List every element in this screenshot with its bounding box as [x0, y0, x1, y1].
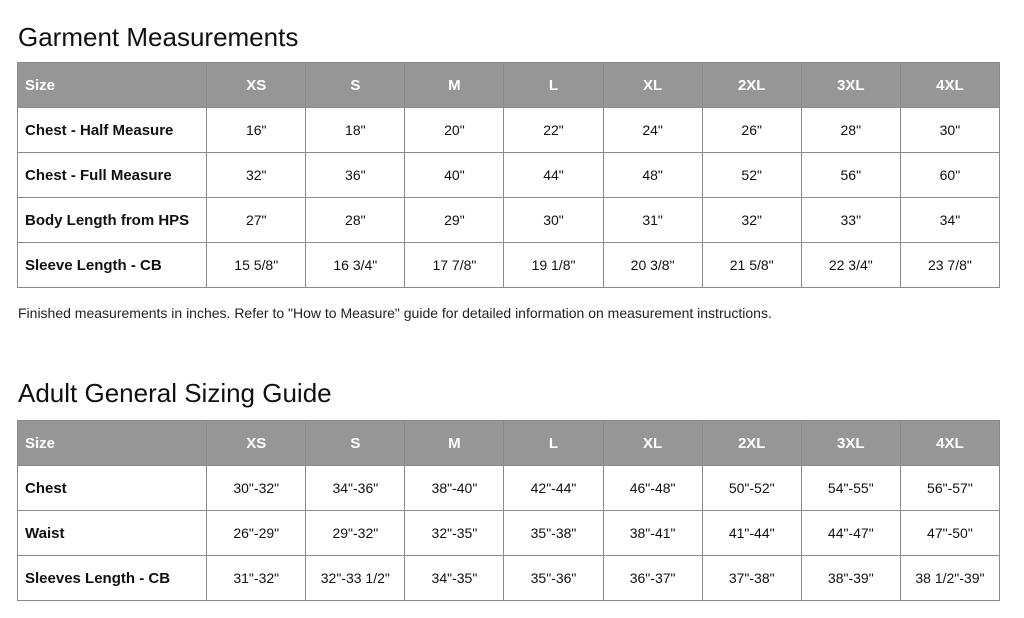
header-cell: Size — [18, 63, 207, 108]
table-cell: 30"-32" — [207, 466, 306, 511]
table-cell: 23 7/8" — [900, 243, 999, 288]
header-cell: XS — [207, 63, 306, 108]
table-cell: 27" — [207, 198, 306, 243]
table-cell: 36"-37" — [603, 556, 702, 601]
table-cell: 30" — [900, 108, 999, 153]
table-cell: 36" — [306, 153, 405, 198]
table-cell: 34"-35" — [405, 556, 504, 601]
table-cell: 41"-44" — [702, 511, 801, 556]
header-cell: M — [405, 421, 504, 466]
table-cell: 56"-57" — [900, 466, 999, 511]
row-label: Chest - Half Measure — [18, 108, 207, 153]
table-row — [18, 108, 1000, 153]
table-cell: 54"-55" — [801, 466, 900, 511]
header-cell: M — [405, 63, 504, 108]
table-cell: 34" — [900, 198, 999, 243]
table-row — [18, 243, 1000, 288]
table-cell: 28" — [306, 198, 405, 243]
table-cell: 30" — [504, 198, 603, 243]
table-cell: 24" — [603, 108, 702, 153]
table-cell: 15 5/8" — [207, 243, 306, 288]
table-cell: 47"-50" — [900, 511, 999, 556]
measurement-note: Finished measurements in inches. Refer to "How to Measure" guide for detailed information on measurement instructions. — [18, 305, 772, 321]
table-cell: 38"-41" — [603, 511, 702, 556]
table-cell: 38"-39" — [801, 556, 900, 601]
table-cell: 32"-35" — [405, 511, 504, 556]
table-cell: 34"-36" — [306, 466, 405, 511]
table-row — [18, 153, 1000, 198]
header-cell: S — [306, 63, 405, 108]
table-cell: 42"-44" — [504, 466, 603, 511]
table-cell: 38 1/2"-39" — [900, 556, 999, 601]
table-cell: 44" — [504, 153, 603, 198]
header-cell: XS — [207, 421, 306, 466]
header-cell: L — [504, 63, 603, 108]
table-cell: 19 1/8" — [504, 243, 603, 288]
table-cell: 29"-32" — [306, 511, 405, 556]
header-cell: XL — [603, 421, 702, 466]
table-cell: 31" — [603, 198, 702, 243]
table-cell: 17 7/8" — [405, 243, 504, 288]
table-cell: 28" — [801, 108, 900, 153]
table-cell: 38"-40" — [405, 466, 504, 511]
table-cell: 37"-38" — [702, 556, 801, 601]
header-cell: 4XL — [900, 421, 999, 466]
table-cell: 26" — [702, 108, 801, 153]
table-cell: 20 3/8" — [603, 243, 702, 288]
table-row — [18, 511, 1000, 556]
table-cell: 33" — [801, 198, 900, 243]
table-cell: 20" — [405, 108, 504, 153]
table-cell: 35"-38" — [504, 511, 603, 556]
header-cell: Size — [18, 421, 207, 466]
table-cell: 22 3/4" — [801, 243, 900, 288]
table-row — [18, 556, 1000, 601]
table-cell: 32"-33 1/2" — [306, 556, 405, 601]
table-row — [18, 466, 1000, 511]
table-cell: 40" — [405, 153, 504, 198]
adult-sizing-guide-table — [17, 420, 1000, 601]
row-label: Chest - Full Measure — [18, 153, 207, 198]
header-cell: XL — [603, 63, 702, 108]
header-cell: 3XL — [801, 421, 900, 466]
table-cell: 50"-52" — [702, 466, 801, 511]
garment-measurements-table — [17, 62, 1000, 288]
table-cell: 35"-36" — [504, 556, 603, 601]
table-cell: 48" — [603, 153, 702, 198]
table-cell: 56" — [801, 153, 900, 198]
header-cell: L — [504, 421, 603, 466]
header-cell: 2XL — [702, 63, 801, 108]
row-label: Body Length from HPS — [18, 198, 207, 243]
header-cell: 4XL — [900, 63, 999, 108]
table-cell: 16 3/4" — [306, 243, 405, 288]
table-row — [18, 198, 1000, 243]
adult-sizing-guide-title: Adult General Sizing Guide — [18, 378, 332, 408]
header-cell: 2XL — [702, 421, 801, 466]
table-cell: 22" — [504, 108, 603, 153]
header-cell: S — [306, 421, 405, 466]
table-cell: 52" — [702, 153, 801, 198]
table-cell: 44"-47" — [801, 511, 900, 556]
row-label: Sleeve Length - CB — [18, 243, 207, 288]
header-cell: 3XL — [801, 63, 900, 108]
table-header-row — [18, 63, 1000, 108]
table-cell: 21 5/8" — [702, 243, 801, 288]
row-label: Sleeves Length - CB — [18, 556, 207, 601]
table-header-row — [18, 421, 1000, 466]
table-cell: 26"-29" — [207, 511, 306, 556]
table-cell: 32" — [702, 198, 801, 243]
table-cell: 46"-48" — [603, 466, 702, 511]
row-label: Chest — [18, 466, 207, 511]
table-cell: 18" — [306, 108, 405, 153]
table-cell: 60" — [900, 153, 999, 198]
table-cell: 31"-32" — [207, 556, 306, 601]
table-cell: 29" — [405, 198, 504, 243]
table-cell: 16" — [207, 108, 306, 153]
row-label: Waist — [18, 511, 207, 556]
table-cell: 32" — [207, 153, 306, 198]
garment-measurements-title: Garment Measurements — [18, 22, 299, 52]
